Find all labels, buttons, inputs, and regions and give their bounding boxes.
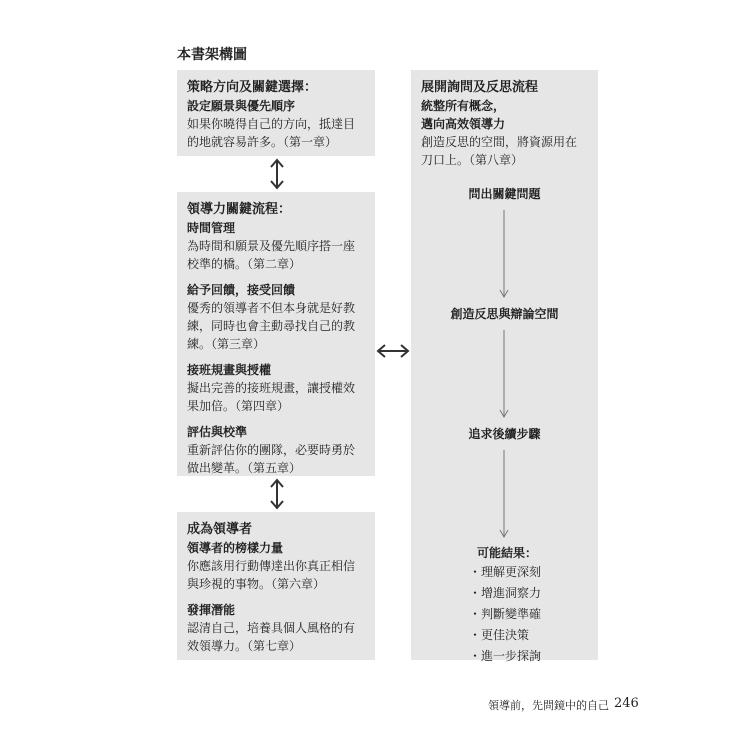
become-leader-heading: 成為領導者 [187, 522, 253, 537]
step-create-reflection-space: 創造反思與辯論空間 [450, 307, 559, 321]
strategy-box [177, 70, 375, 156]
section-text: 擬出完善的接班規畫，讓授權效果加倍。（第四章） [187, 381, 356, 413]
leader-section [187, 601, 365, 655]
list-item: ・理解更深刻 [469, 565, 542, 579]
reflection-intro [411, 70, 598, 177]
outcomes-title: 可能結果： [477, 546, 538, 560]
leadership-process-box [177, 192, 375, 476]
section-subheading: 評估與校準 [187, 425, 248, 439]
section-text: 你應該用行動傳達出你真正相信與珍視的事物。（第六章） [187, 559, 356, 591]
section-subheading: 領導者的榜樣力量 [187, 541, 284, 555]
strategy-heading: 策略方向及關鍵選擇： [187, 80, 318, 95]
double-arrow-vertical-icon [268, 478, 286, 510]
step-ask-key-questions: 問出關鍵問題 [468, 187, 541, 201]
arrow-down-icon [498, 210, 510, 300]
reflection-text: 創造反思的空間，將資源用在刀口上。（第八章） [421, 135, 578, 167]
outcomes-list [469, 562, 541, 667]
list-item: ・進一步探詢 [469, 649, 542, 663]
section-text: 為時間和願景及優先順序搭一座校準的橋。（第二章） [187, 239, 356, 271]
list-item: ・更佳決策 [469, 628, 530, 642]
page-title: 本書架構圖 [177, 47, 247, 63]
process-section [187, 281, 365, 353]
arrow-down-icon [498, 330, 510, 420]
strategy-subheading: 設定願景與優先順序 [187, 99, 296, 113]
section-subheading: 給予回饋，接受回饋 [187, 283, 296, 297]
outcomes [469, 544, 541, 667]
double-arrow-vertical-icon [268, 158, 286, 190]
step-follow-up: 追求後續步驟 [468, 427, 541, 441]
process-section [187, 423, 365, 477]
section-subheading: 接班規畫與授權 [187, 363, 272, 377]
list-item: ・判斷變準確 [469, 607, 542, 621]
section-subheading: 時間管理 [187, 221, 236, 235]
list-item: ・增進洞察力 [469, 586, 542, 600]
leader-section [187, 539, 365, 593]
reflection-process-box [411, 70, 598, 663]
reflection-subheading: 邁向高效領導力 [421, 117, 506, 131]
section-text: 優秀的領導者不但本身就是好教練，同時也會主動尋找自己的教練。（第三章） [187, 301, 356, 351]
arrow-down-icon [498, 450, 510, 540]
reflection-heading: 展開詢問及反思流程 [421, 80, 539, 95]
become-leader-box [177, 512, 375, 660]
section-text: 認清自己，培養具個人風格的有效領導力。（第七章） [187, 621, 356, 653]
running-title: 領導前，先問鏡中的自己 [488, 699, 609, 712]
strategy-text: 如果你曉得自己的方向，抵達目的地就容易許多。（第一章） [187, 117, 356, 149]
process-section [187, 361, 365, 415]
section-subheading: 發揮潛能 [187, 603, 236, 617]
reflection-subheading: 統整所有概念， [421, 99, 506, 113]
process-heading: 領導力關鍵流程： [187, 202, 292, 217]
section-text: 重新評估你的團隊，必要時勇於做出變革。（第五章） [187, 443, 356, 475]
double-arrow-horizontal-icon [376, 342, 410, 360]
process-section [187, 219, 365, 273]
page-number: 246 [614, 696, 639, 711]
